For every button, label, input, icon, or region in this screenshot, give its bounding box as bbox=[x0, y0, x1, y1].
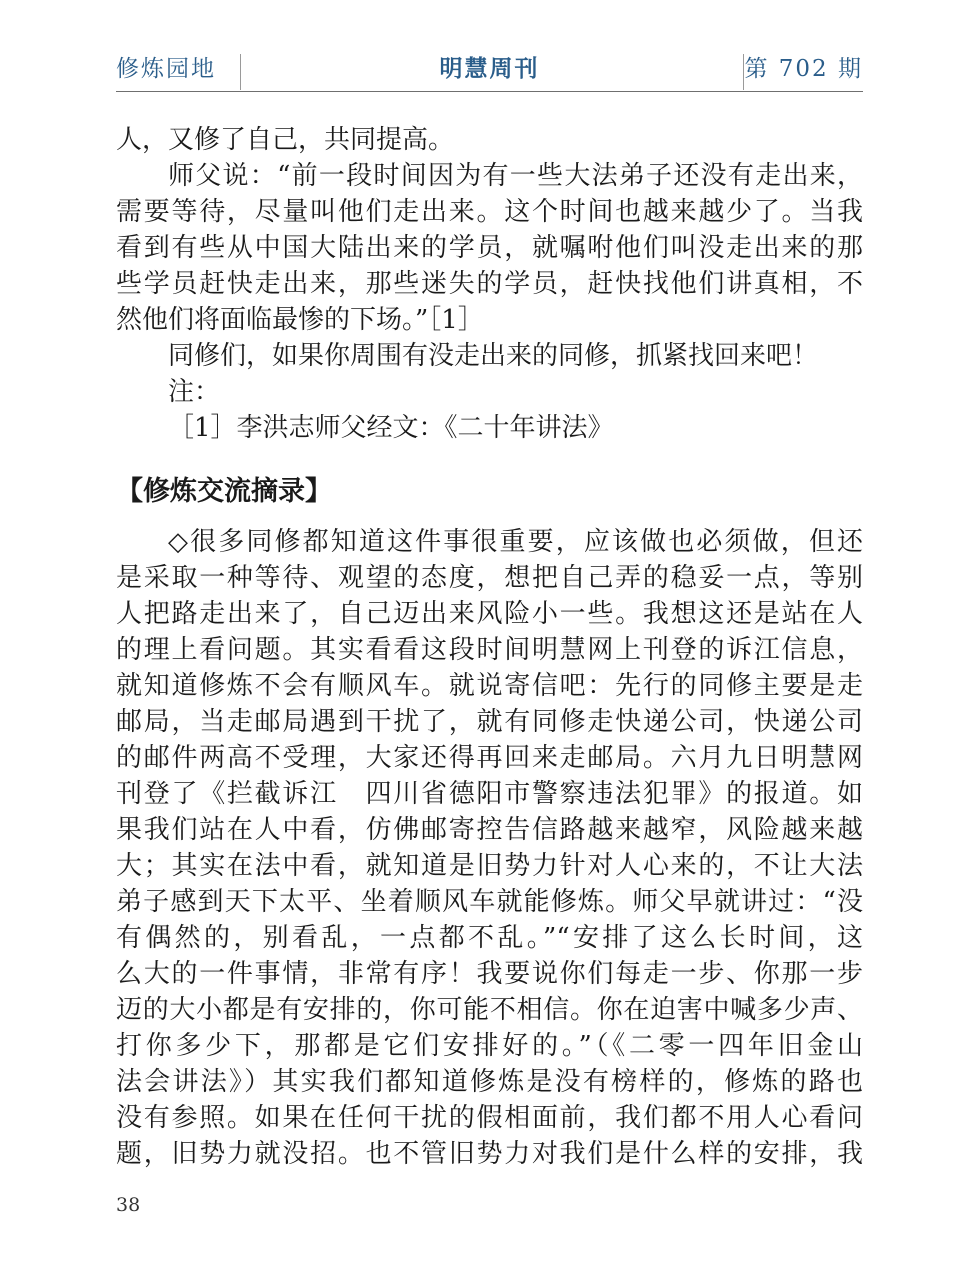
text-line: ◇很多同修都知道这件事很重要，应该做也必须做，但还 bbox=[168, 527, 863, 557]
text-line: 果我们站在人中看，仿佛邮寄控告信路越来越窄，风险越来越 bbox=[116, 815, 863, 845]
text-line: 邮局，当走邮局遇到干扰了，就有同修走快递公司，快递公司 bbox=[116, 707, 863, 737]
note-label: 注： bbox=[168, 377, 221, 407]
section-heading: 【修炼交流摘录】 bbox=[116, 476, 332, 507]
header-issue-number: 第 702 期 bbox=[744, 56, 863, 82]
text-line: 需要等待，尽量叫他们走出来。这个时间也越来越少了。当我 bbox=[116, 197, 863, 227]
text-line: 么大的一件事情，非常有序！我要说你们每走一步、你那一步 bbox=[116, 959, 863, 989]
text-line: 打你多少下，那都是它们安排好的。”（《二零一四年旧金山 bbox=[116, 1031, 863, 1061]
text-line: 就知道修炼不会有顺风车。就说寄信吧：先行的同修主要是走 bbox=[116, 671, 863, 701]
text-line: 然他们将面临最惨的下场。”［1］ bbox=[116, 305, 484, 335]
text-line: 刊登了《拦截诉江 四川省德阳市警察违法犯罪》的报道。如 bbox=[116, 779, 863, 809]
text-line: 的理上看问题。其实看看这段时间明慧网上刊登的诉江信息， bbox=[116, 635, 863, 665]
text-line: 题，旧势力就没招。也不管旧势力对我们是什么样的安排，我 bbox=[116, 1139, 863, 1169]
page-header bbox=[116, 48, 863, 92]
header-rule bbox=[116, 91, 863, 92]
text-line: 人把路走出来了，自己迈出来风险小一些。我想这还是站在人 bbox=[116, 599, 863, 629]
article-body bbox=[116, 122, 863, 1172]
footnote: ［1］李洪志师父经文：《二十年讲法》 bbox=[168, 413, 614, 443]
text-line: 人，又修了自己，共同提高。 bbox=[116, 125, 455, 155]
text-line: 有偶然的，别看乱，一点都不乱。”“安排了这么长时间，这 bbox=[116, 923, 863, 953]
page-number: 38 bbox=[116, 1194, 141, 1216]
header-section-name: 修炼园地 bbox=[116, 56, 216, 82]
text-line: 师父说：“前一段时间因为有一些大法弟子还没有走出来， bbox=[168, 161, 863, 191]
text-line: 弟子感到天下太平、坐着顺风车就能修炼。师父早就讲过：“没 bbox=[116, 887, 863, 917]
header-publication-title: 明慧周刊 bbox=[439, 56, 540, 82]
text-line: 大；其实在法中看，就知道是旧势力针对人心来的，不让大法 bbox=[116, 851, 863, 881]
text-line: 没有参照。如果在任何干扰的假相面前，我们都不用人心看问 bbox=[116, 1103, 863, 1133]
text-line: 同修们，如果你周围有没走出来的同修，抓紧找回来吧！ bbox=[168, 341, 819, 371]
text-line: 是采取一种等待、观望的态度，想把自己弄的稳妥一点，等别 bbox=[116, 563, 863, 593]
text-line: 法会讲法》）其实我们都知道修炼是没有榜样的，修炼的路也 bbox=[116, 1067, 863, 1097]
text-line: 迈的大小都是有安排的，你可能不相信。你在迫害中喊多少声、 bbox=[116, 995, 863, 1025]
text-line: 看到有些从中国大陆出来的学员，就嘱咐他们叫没走出来的那 bbox=[116, 233, 863, 263]
text-line: 的邮件两高不受理，大家还得再回来走邮局。六月九日明慧网 bbox=[116, 743, 863, 773]
text-line: 些学员赶快走出来，那些迷失的学员，赶快找他们讲真相，不 bbox=[116, 269, 863, 299]
